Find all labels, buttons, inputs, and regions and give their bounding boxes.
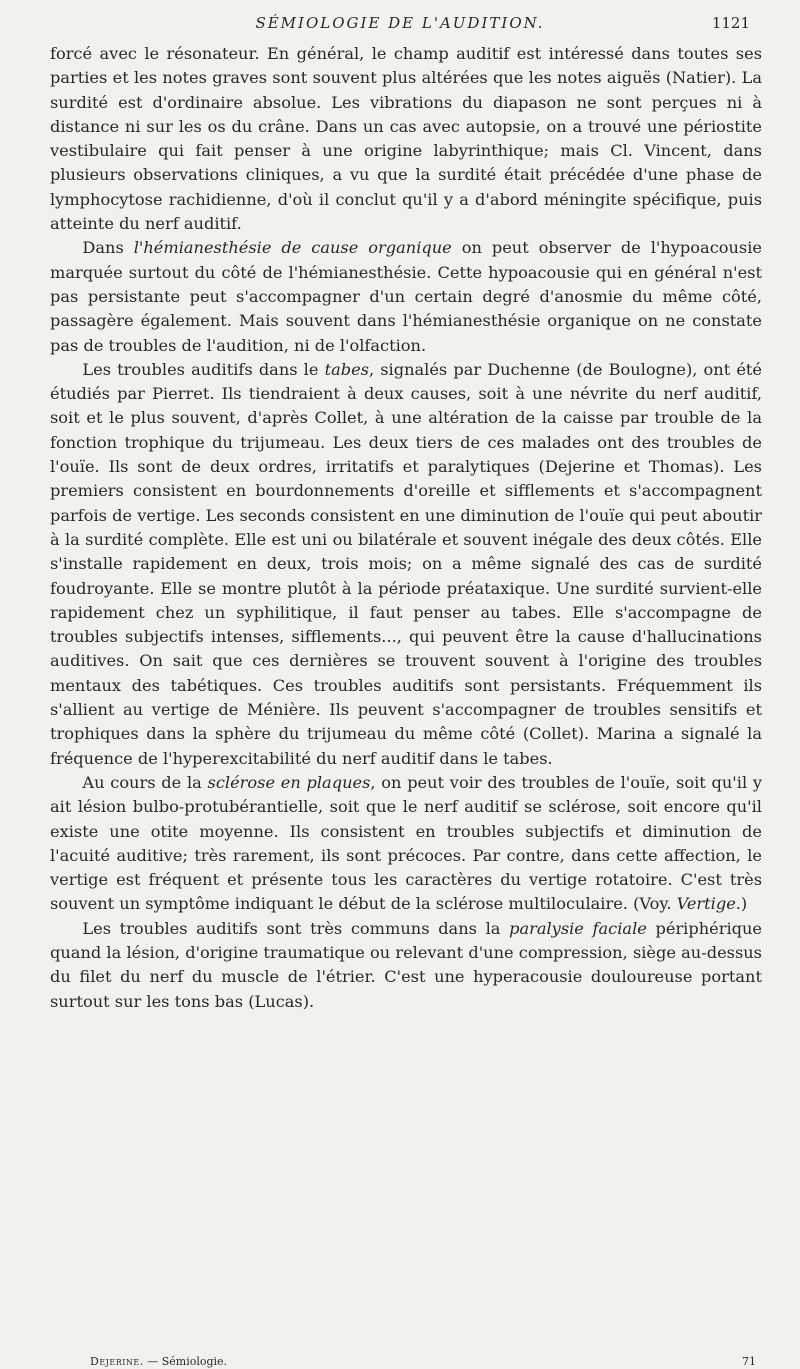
text-run: Au cours de la bbox=[82, 772, 208, 792]
text-run: périphérique quand la lésion, d'origine traumatique ou relevant d'une compression, siège au-dessus du filet du nerf du muscle de l'étrier. C'est une hyperacousie douloureuse portant surtout sur les tons bas (Lucas). bbox=[50, 918, 763, 1011]
running-header bbox=[0, 12, 800, 36]
page-number: 1121 bbox=[711, 14, 750, 32]
signature-title: — Sémiologie. bbox=[147, 1355, 228, 1368]
italic-term: tabes bbox=[324, 359, 369, 379]
text-run: Les troubles auditifs dans le bbox=[82, 359, 325, 379]
paragraph-paralysie-faciale bbox=[50, 917, 762, 1014]
signature-mark bbox=[90, 1356, 227, 1368]
sheet-number: 71 bbox=[742, 1355, 756, 1368]
text-run: Les troubles auditifs sont très communs dans la bbox=[82, 918, 510, 938]
italic-term: l'hémianesthésie de cause organique bbox=[133, 238, 452, 258]
italic-cross-reference: Vertige bbox=[676, 894, 736, 914]
text-run: , signalés par Duchenne (de Boulogne), ont été étudiés par Pierret. Ils tiendraient à deux causes, soit à une névrite du nerf auditif, soit et le plus souvent, d'après Collet, à une altération de la caisse par trouble de la fonction trophique du trijumeau. Les deux tiers de ces malades ont des troubles de l'ouïe. Ils sont de deux ordres, irritatifs et paralytiques (Dejerine et Thomas). Les premiers consistent en bourdonnements d'oreille et sifflements et s'accompagnent parfois de vertige. Les seconds consistent en une diminution de l'ouïe qui peut aboutir à la surdité complète. Elle est uni ou bilatérale et souvent inégale des deux côtés. Elle s'installe rapidement en deux, trois mois; on a même signalé des cas de surdité foudroyante. Elle se montre plutôt à la période préataxique. Une surdité survient-elle rapidement chez un syphilitique, il faut penser au tabes. Elle s'accompagne de troubles subjectifs intenses, sifflements..., qui peuvent être la cause d'hallucinations auditives. On sait que ces dernières se trouvent souvent à l'origine des troubles mentaux des tabétiques. Ces troubles auditifs sont persistants. Fréquemment ils s'allient au vertige de Ménière. Ils peuvent s'accompagner de troubles sensitifs et trophiques dans la sphère du trijumeau du même côté (Collet). Marina a signalé la fréquence de l'hyperexcitabilité du nerf auditif dans le tabes. bbox=[50, 359, 762, 768]
signature-author: Dejerine. bbox=[90, 1355, 144, 1368]
text-run: on peut observer de l'hypoacousie marquée surtout du côté de l'hémianesthésie. Cette hypoacousie qui en général n'est pas persistante peut s'accompagner d'un certain degré d'anosmie du même côté, passagère également. Mais souvent dans l'hémianesthésie organique on ne constate pas de troubles de l'audition, ni de l'olfaction. bbox=[50, 238, 762, 355]
paragraph-hemianesthesie bbox=[50, 236, 762, 357]
text-run: , on peut voir des troubles de l'ouïe, soit qu'il y ait lésion bulbo-protubérantielle, soit que le nerf auditif se sclérose, soit encore qu'il existe une otite moyenne. Ils consistent en troubles subjectifs et diminution de l'acuité auditive; très rarement, ils sont précoces. Par contre, dans cette affection, le vertige est fréquent et présente tous les caractères du vertige rotatoire. C'est très souvent un symptôme indiquant le début de la sclérose multiloculaire. (Voy. bbox=[50, 772, 763, 914]
text-run: .) bbox=[735, 894, 748, 914]
text-run: Dans bbox=[82, 238, 134, 258]
italic-term: sclérose en plaques bbox=[207, 772, 371, 792]
printer-signature-line bbox=[90, 1356, 756, 1368]
text-run: forcé avec le résonateur. En général, le champ auditif est intéressé dans toutes ses parties et les notes graves sont souvent plus altérées que les notes aiguës (Natier). La surdité est d'ordinaire absolue. Les vibrations du diapason ne sont perçues ni à distance ni sur les os du crâne. Dans un cas avec autopsie, on a trouvé une périostite vestibulaire qui fait penser à une origine labyrinthique; mais Cl. Vincent, dans plusieurs observations cliniques, a vu que la surdité était précédée d'une phase de lymphocytose rachidienne, d'où il conclut qu'il y a d'abord méningite spécifique, puis atteinte du nerf auditif. bbox=[50, 44, 762, 234]
paragraph-champ-auditif bbox=[50, 42, 762, 236]
body-text bbox=[50, 42, 762, 1014]
italic-term: paralysie faciale bbox=[509, 918, 647, 938]
paragraph-tabes bbox=[50, 358, 762, 771]
running-title: SÉMIOLOGIE DE L'AUDITION. bbox=[255, 14, 545, 32]
paragraph-sclerose-en-plaques bbox=[50, 771, 762, 917]
